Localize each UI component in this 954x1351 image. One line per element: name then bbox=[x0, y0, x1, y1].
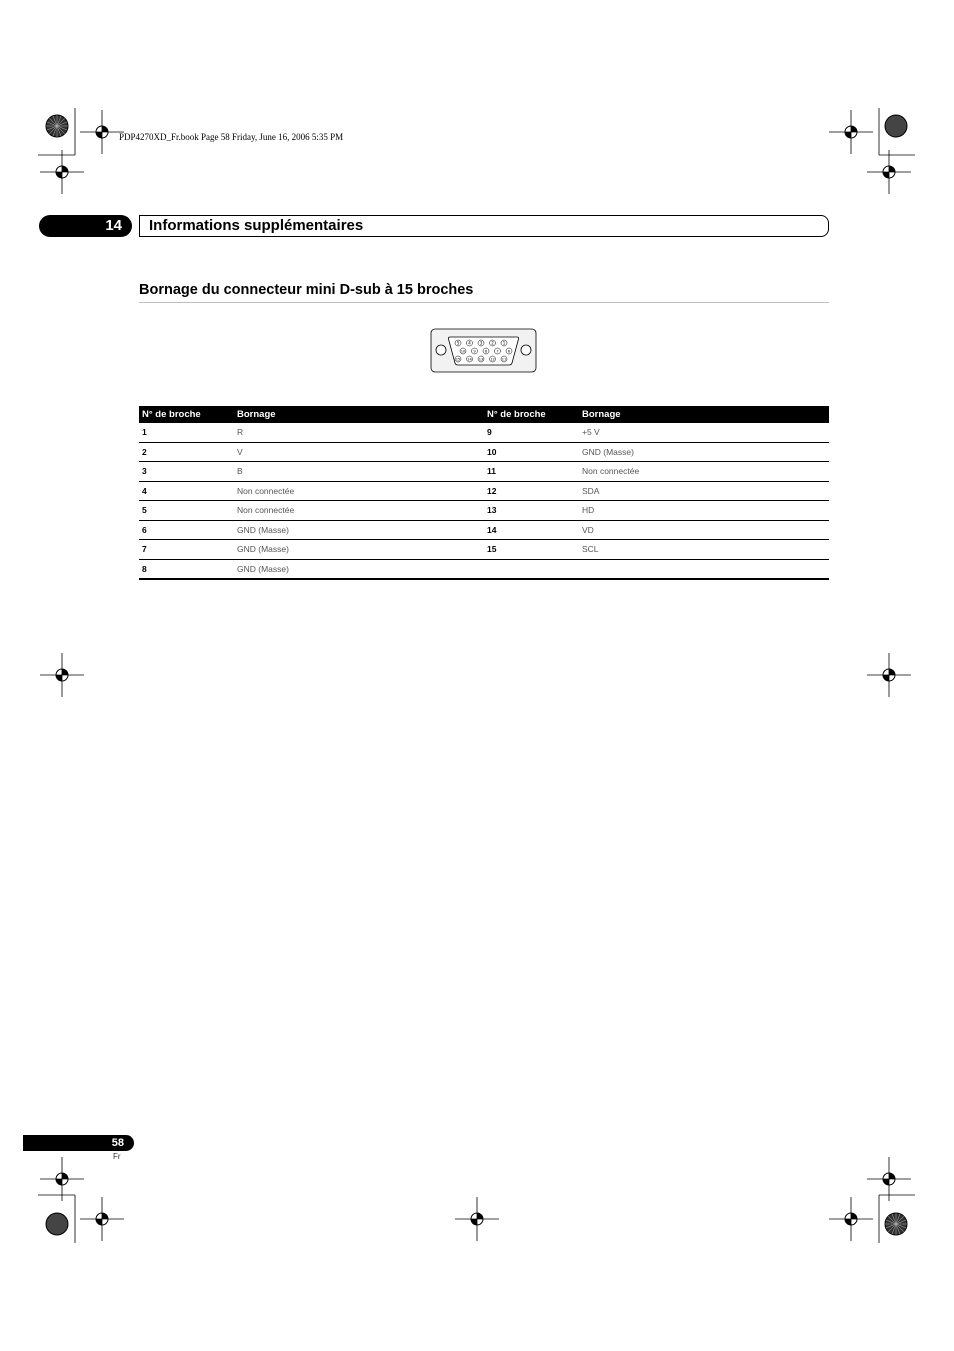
table-row bbox=[139, 520, 829, 540]
pin-assignment: R bbox=[234, 423, 484, 442]
pin-assignment: GND (Masse) bbox=[237, 563, 289, 574]
page-number: 58 bbox=[23, 1135, 134, 1151]
pin-label: 6 bbox=[507, 349, 511, 354]
print-info: PDP4270XD_Fr.book Page 58 Friday, June 16, 2006 5:35 PM bbox=[119, 132, 344, 142]
pin-number: 10 bbox=[484, 442, 579, 462]
table-row bbox=[139, 559, 829, 579]
pin-number: 3 bbox=[139, 462, 234, 482]
pin-assignment: GND (Masse) bbox=[234, 540, 484, 560]
pin-assignment-table bbox=[139, 406, 829, 580]
header-assignment: Bornage bbox=[234, 406, 484, 423]
pin-label: 15 bbox=[455, 357, 461, 362]
pin-assignment: HD bbox=[579, 501, 829, 521]
pin-label: 10 bbox=[460, 349, 466, 354]
table-row bbox=[139, 423, 829, 442]
d-sub-connector-diagram bbox=[430, 328, 538, 374]
pin-assignment: Non connectée bbox=[234, 481, 484, 501]
pin-label: 1 bbox=[502, 340, 506, 346]
header-pin-number: N° de broche bbox=[484, 406, 579, 423]
pin-assignment bbox=[579, 559, 829, 579]
header-assignment: Bornage bbox=[579, 406, 829, 423]
pin-assignment: +5 V bbox=[579, 423, 829, 442]
pin-assignment: SDA bbox=[579, 481, 829, 501]
pin-label: 3 bbox=[479, 340, 483, 346]
pin-number: 15 bbox=[484, 540, 579, 560]
pin-number: 1 bbox=[139, 423, 234, 442]
header-pin-number: N° de broche bbox=[139, 406, 234, 423]
pin-number: 9 bbox=[484, 423, 579, 442]
pin-assignment: GND (Masse) bbox=[234, 520, 484, 540]
pin-number: 8 bbox=[142, 563, 147, 574]
pin-number: 5 bbox=[139, 501, 234, 521]
pin-number bbox=[484, 559, 579, 579]
table-row bbox=[139, 501, 829, 521]
pin-assignment: Non connectée bbox=[234, 501, 484, 521]
pin-label: 13 bbox=[478, 357, 484, 362]
pin-label: 5 bbox=[456, 340, 460, 346]
pin-number: 6 bbox=[139, 520, 234, 540]
table-row bbox=[139, 442, 829, 462]
table-row bbox=[139, 481, 829, 501]
pin-assignment: B bbox=[234, 462, 484, 482]
pin-label: 9 bbox=[473, 349, 476, 354]
pin-assignment: V bbox=[234, 442, 484, 462]
chapter-title: Informations supplémentaires bbox=[149, 217, 364, 234]
table-header-row bbox=[139, 406, 829, 423]
pin-number: 13 bbox=[484, 501, 579, 521]
pin-number: 14 bbox=[484, 520, 579, 540]
pin-number: 2 bbox=[139, 442, 234, 462]
table-row bbox=[139, 540, 829, 560]
pin-assignment: SCL bbox=[579, 540, 829, 560]
pin-assignment: VD bbox=[579, 520, 829, 540]
pin-label: 4 bbox=[468, 340, 471, 346]
section-divider bbox=[139, 302, 829, 303]
pin-assignment: Non connectée bbox=[579, 462, 829, 482]
pin-label: 11 bbox=[501, 357, 507, 362]
pin-assignment: GND (Masse) bbox=[579, 442, 829, 462]
page-language: Fr bbox=[113, 1152, 121, 1161]
chapter-number: 14 bbox=[39, 215, 132, 237]
pin-label: 7 bbox=[496, 349, 499, 354]
pin-label: 14 bbox=[467, 357, 472, 362]
pin-label: 2 bbox=[491, 340, 494, 346]
crop-lines bbox=[38, 108, 915, 1243]
pin-number: 11 bbox=[484, 462, 579, 482]
pin-label: 12 bbox=[490, 357, 495, 362]
pin-label: 8 bbox=[484, 349, 488, 354]
table-row bbox=[139, 462, 829, 482]
pin-number: 12 bbox=[484, 481, 579, 501]
section-title: Bornage du connecteur mini D-sub à 15 broches bbox=[139, 282, 474, 298]
pin-number: 7 bbox=[139, 540, 234, 560]
pin-number: 4 bbox=[139, 481, 234, 501]
